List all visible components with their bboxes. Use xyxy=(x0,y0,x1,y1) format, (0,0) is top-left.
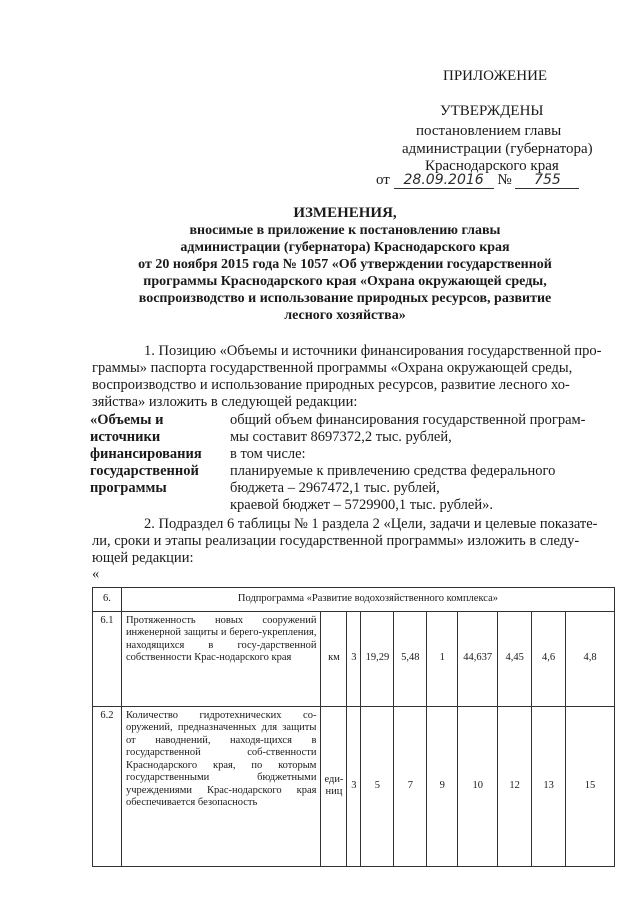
row-value-cell: 4,45 xyxy=(498,611,532,706)
section1-line-2: граммы» паспорта государственной программы «Охрана окружающей среды, xyxy=(92,360,573,376)
header-title-cell: Подпрограмма «Развитие водохозяйственного комплекса» xyxy=(121,588,614,612)
row-status-cell: 3 xyxy=(347,611,361,706)
section1-line-4: зяйства» изложить в следующей редакции: xyxy=(92,394,358,410)
row-value-cell: 7 xyxy=(394,706,427,866)
title-line-6: лесного хозяйства» xyxy=(284,308,406,323)
row-value-cell: 4,6 xyxy=(532,611,566,706)
title-line-1: вносимые в приложение к постановлению главы xyxy=(189,223,501,238)
financing-line-3: в том числе: xyxy=(230,446,306,462)
financing-label xyxy=(90,412,225,497)
financing-label-line-5: программы xyxy=(90,480,167,496)
document-heading: ИЗМЕНЕНИЯ, xyxy=(293,205,397,221)
table-header-row xyxy=(93,588,615,612)
row-num-cell: 6.2 xyxy=(93,706,122,866)
financing-line-4: планируемые к привлечению средства федерального xyxy=(230,463,556,479)
row-value-cell: 4,8 xyxy=(566,611,615,706)
title-line-5: воспроизводство и использование природных ресурсов, развитие xyxy=(138,291,552,306)
row-value-cell: 15 xyxy=(566,706,615,866)
title-line-4: программы Краснодарского края «Охрана окружающей среды, xyxy=(143,274,547,289)
row-value-cell: 12 xyxy=(498,706,532,866)
handwritten-number: 755 xyxy=(515,172,579,189)
row-value-cell: 10 xyxy=(458,706,498,866)
title-line-3: от 20 ноября 2015 года № 1057 «Об утверждении государственной xyxy=(138,257,552,272)
financing-label-line-2: источники xyxy=(90,429,161,445)
financing-label-line-4: государственной xyxy=(90,463,199,479)
row-num-cell: 6.1 xyxy=(93,611,122,706)
approved-line-3: Краснодарского края xyxy=(425,158,559,174)
row-value-cell: 44,637 xyxy=(458,611,498,706)
row-value-cell: 13 xyxy=(532,706,566,866)
section2-line-2: ли, сроки и этапы реализации государственной программы» изложить в следу- xyxy=(92,533,580,549)
financing-label-line-3: финансирования xyxy=(90,446,202,462)
from-prefix: от xyxy=(376,172,390,188)
number-prefix: № xyxy=(497,172,512,188)
appendix-label: ПРИЛОЖЕНИЕ xyxy=(443,68,548,84)
title-line-2: администрации (губернатора) Краснодарского края xyxy=(180,240,510,255)
approved-label: УТВЕРЖДЕНЫ xyxy=(440,103,544,119)
handwritten-date: 28.09.2016 xyxy=(394,172,494,189)
row-status-cell: 3 xyxy=(347,706,361,866)
financing-line-1: общий объем финансирования государственной програм- xyxy=(230,412,586,428)
indicators-table xyxy=(92,587,615,867)
section1-line-1: 1. Позицию «Объемы и источники финансирования государственной про- xyxy=(144,343,602,359)
row-desc-cell: Количество гидротехнических со-оружений, предназначенных для защиты от наводнений, находя-щихся в государственной соб-ственности Краснодарского края, по которым государственными бюджетными учреждениями Крас-нодарского края обеспечивается безопасность xyxy=(121,706,321,866)
approval-date-line xyxy=(376,172,579,189)
section2-paragraph xyxy=(92,516,616,567)
section2-line-3: ющей редакции: xyxy=(92,550,194,566)
row-value-cell: 9 xyxy=(427,706,458,866)
financing-line-6: краевой бюджет – 5729900,1 тыс. рублей». xyxy=(230,497,493,513)
table-row xyxy=(93,706,615,866)
approved-line-1: постановлением главы xyxy=(416,123,562,139)
section2-line-1: 2. Подраздел 6 таблицы № 1 раздела 2 «Цели, задачи и целевые показате- xyxy=(144,516,598,532)
section1-paragraph xyxy=(92,343,616,411)
approved-line-2: администрации (губернатора) xyxy=(402,141,593,157)
row-value-cell: 5 xyxy=(361,706,394,866)
row-value-cell: 1 xyxy=(427,611,458,706)
financing-line-2: мы составит 8697372,2 тыс. рублей, xyxy=(230,429,452,445)
row-value-cell: 5,48 xyxy=(394,611,427,706)
opening-quote: « xyxy=(92,566,100,582)
header-num-cell: 6. xyxy=(93,588,122,612)
row-desc-cell: Протяженность новых сооружений инженерной защиты и берего-укрепления, находящихся в госу-дарственной собственности Крас-нодарского края xyxy=(121,611,321,706)
row-unit-cell: км xyxy=(321,611,347,706)
financing-text xyxy=(230,412,616,514)
financing-line-5: бюджета – 2967472,1 тыс. рублей, xyxy=(230,480,440,496)
section1-line-3: воспроизводство и использование природных ресурсов, развитие лесного хо- xyxy=(92,377,570,393)
row-unit-cell: еди-ниц xyxy=(321,706,347,866)
table-row xyxy=(93,611,615,706)
row-value-cell: 19,29 xyxy=(361,611,394,706)
financing-label-line-1: «Объемы и xyxy=(90,412,164,428)
